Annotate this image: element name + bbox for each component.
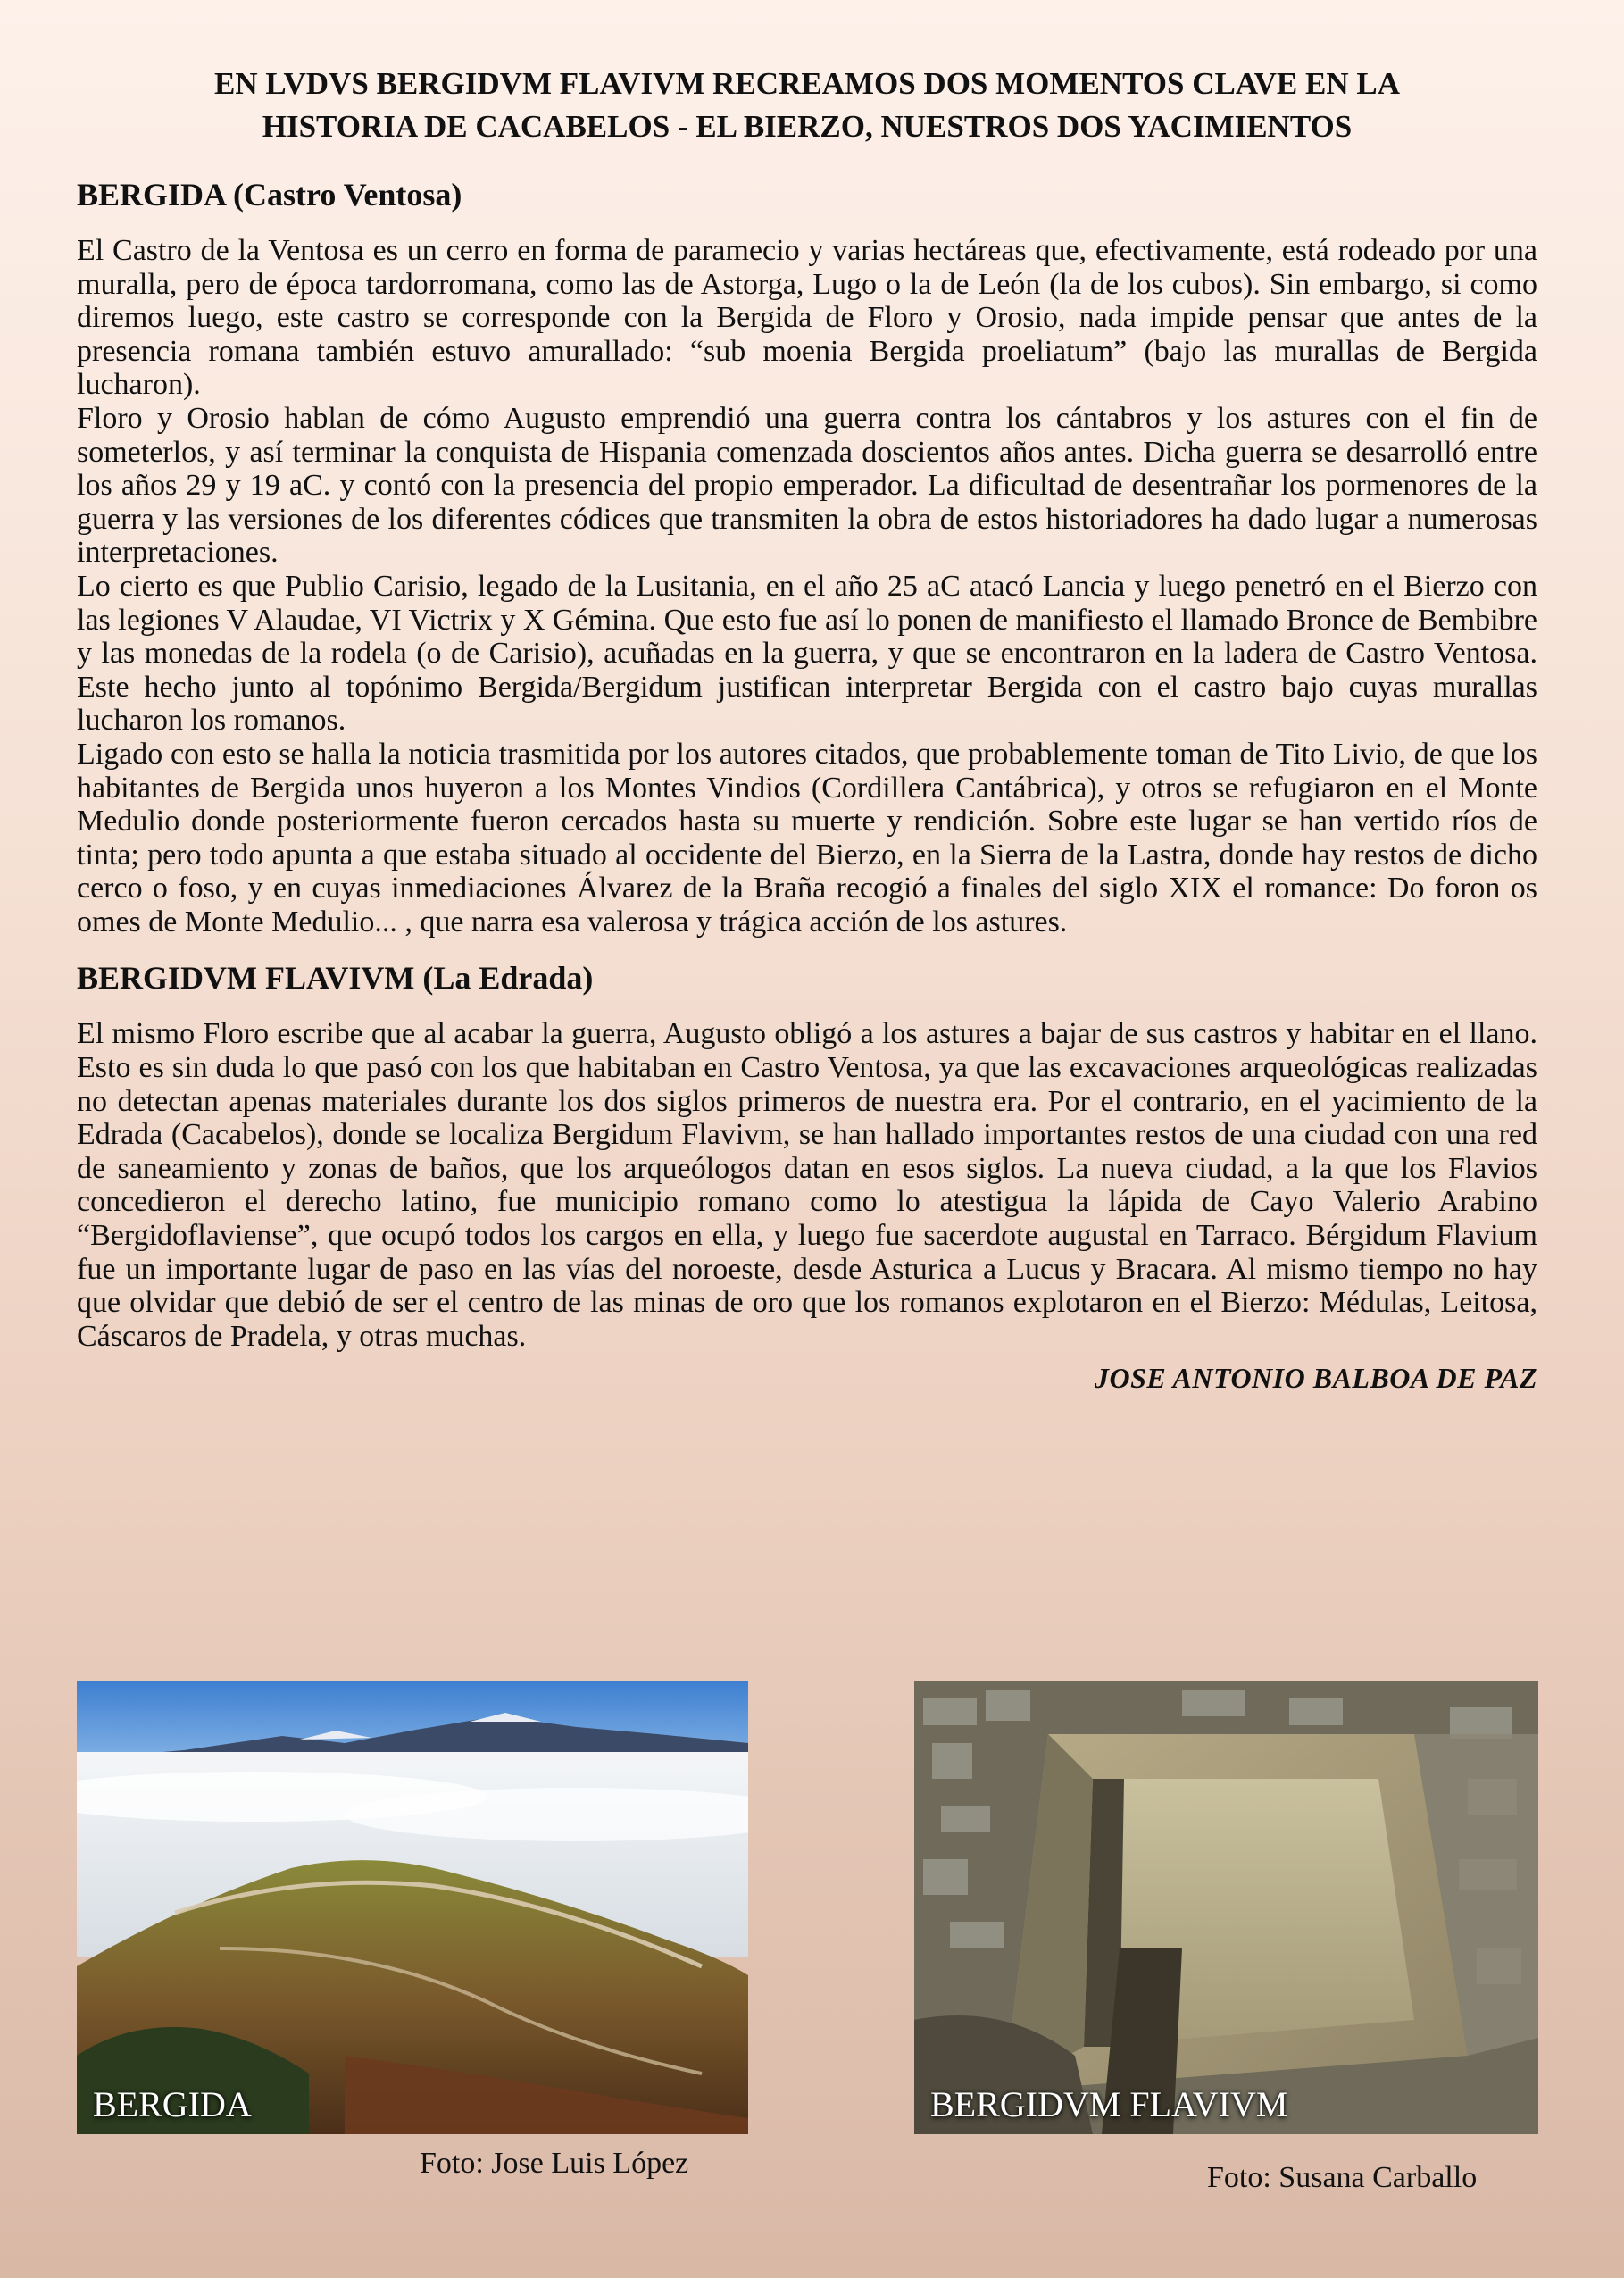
photo-label-bergida: BERGIDA [93, 2084, 252, 2124]
photo-bergida [77, 1681, 748, 2134]
title-line-1: EN LVDVS BERGIDVM FLAVIVM RECREAMOS DOS MOMENTOS CLAVE EN LA [214, 66, 1400, 101]
photo-credit-left: Foto: Jose Luis López [420, 2147, 689, 2180]
section-body-bergida [77, 234, 1537, 939]
photo-credit-right: Foto: Susana Carballo [1207, 2161, 1478, 2194]
title-line-2: HISTORIA DE CACABELOS - EL BIERZO, NUESTROS DOS YACIMIENTOS [262, 109, 1353, 144]
paragraph: Lo cierto es que Publio Carisio, legado de la Lusitania, en el año 25 aC atacó Lancia y luego penetró en el Bierzo con las legiones V Alaudae, VI Victrix y X Gémina. Que esto fue así lo ponen de manifiesto el llamado Bronce de Bembibre y las monedas de la rodela (o de Carisio), acuñadas en la guerra, y que se encontraron en la ladera de Castro Ventosa. Este hecho junto al topónimo Bergida/Bergidum justifican interpretar Bergida con el castro bajo cuyas murallas lucharon los romanos. [77, 569, 1537, 738]
photo-bergidvm-flavivm-image [914, 1681, 1538, 2134]
document-page [77, 63, 1537, 1395]
document-title [77, 63, 1537, 148]
paragraph: Floro y Orosio hablan de cómo Augusto emprendió una guerra contra los cántabros y los astures con el fin de someterlos, y así terminar la conquista de Hispania comenzada doscientos años antes. Dicha guerra se desarrolló entre los años 29 y 19 aC. y contó con la presencia del propio emperador. La dificultad de desentrañar los pormenores de la guerra y las versiones de los diferentes códices que transmiten la obra de estos historiadores ha dado lugar a numerosas interpretaciones. [77, 401, 1537, 570]
paragraph: El mismo Floro escribe que al acabar la guerra, Augusto obligó a los astures a bajar de sus castros y habitar en el llano. Esto es sin duda lo que pasó con los que habitaban en Castro Ventosa, ya que las excavaciones arqueológicas realizadas no detectan apenas materiales durante los dos siglos primeros de nuestra era. Por el contrario, en el yacimiento de la Edrada (Cacabelos), donde se localiza Bergidum Flavivm, se han hallado importantes restos de una ciudad con una red de saneamiento y zonas de baños, que los arqueólogos datan en esos siglos. La nueva ciudad, a la que los Flavios concedieron el derecho latino, fue municipio romano como lo atestigua la lápida de Cayo Valerio Arabino “Bergidoflaviense”, que ocupó todos los cargos en ella, y luego fue sacerdote augustal en Tarraco. Bérgidum Flavium fue un importante lugar de paso en las vías del noroeste, desde Asturica a Lucus y Bracara. Al mismo tiempo no hay que olvidar que debió de ser el centro de las minas de oro que los romanos explotaron en el Bierzo: Médulas, Leitosa, Cáscaros de Pradela, y otras muchas. [77, 1017, 1537, 1353]
photo-label-bergidvm-flavivm: BERGIDVM FLAVIVM [930, 2084, 1288, 2124]
paragraph: Ligado con esto se halla la noticia trasmitida por los autores citados, que probablemente toman de Tito Livio, de que los habitantes de Bergida unos huyeron a los Montes Vindios (Cordillera Cantábrica), y otros se refugiaron en el Monte Medulio donde posteriormente fueron cercados hasta su muerte y rendición. Sobre este lugar se han vertido ríos de tinta; pero todo apunta a que estaba situado al occidente del Bierzo, en la Sierra de la Lastra, donde hay restos de dicho cerco o foso, y en cuyas inmediaciones Álvarez de la Braña recogió a finales del siglo XIX el romance: Do foron os omes de Monte Medulio... , que narra esa valerosa y trágica acción de los astures. [77, 737, 1537, 939]
photo-bergida-image [77, 1681, 748, 2134]
paragraph: El Castro de la Ventosa es un cerro en forma de paramecio y varias hectáreas que, efectivamente, está rodeado por una muralla, pero de época tardorromana, como las de Astorga, Lugo o la de León (la de los cubos). Sin embargo, si como diremos luego, este castro se corresponde con la Bergida de Floro y Orosio, nada impide pensar que antes de la presencia romana también estuvo amurallado: “sub moenia Bergida proeliatum” (bajo las murallas de Bergida lucharon). [77, 234, 1537, 402]
author-signature: JOSE ANTONIO BALBOA DE PAZ [1094, 1362, 1537, 1395]
photo-bergidvm-flavivm [914, 1681, 1538, 2134]
section-heading-bergidvm-flavivm: BERGIDVM FLAVIVM (La Edrada) [77, 960, 594, 997]
section-heading-bergida: BERGIDA (Castro Ventosa) [77, 177, 462, 213]
section-body-bergidvm-flavivm [77, 1017, 1537, 1353]
